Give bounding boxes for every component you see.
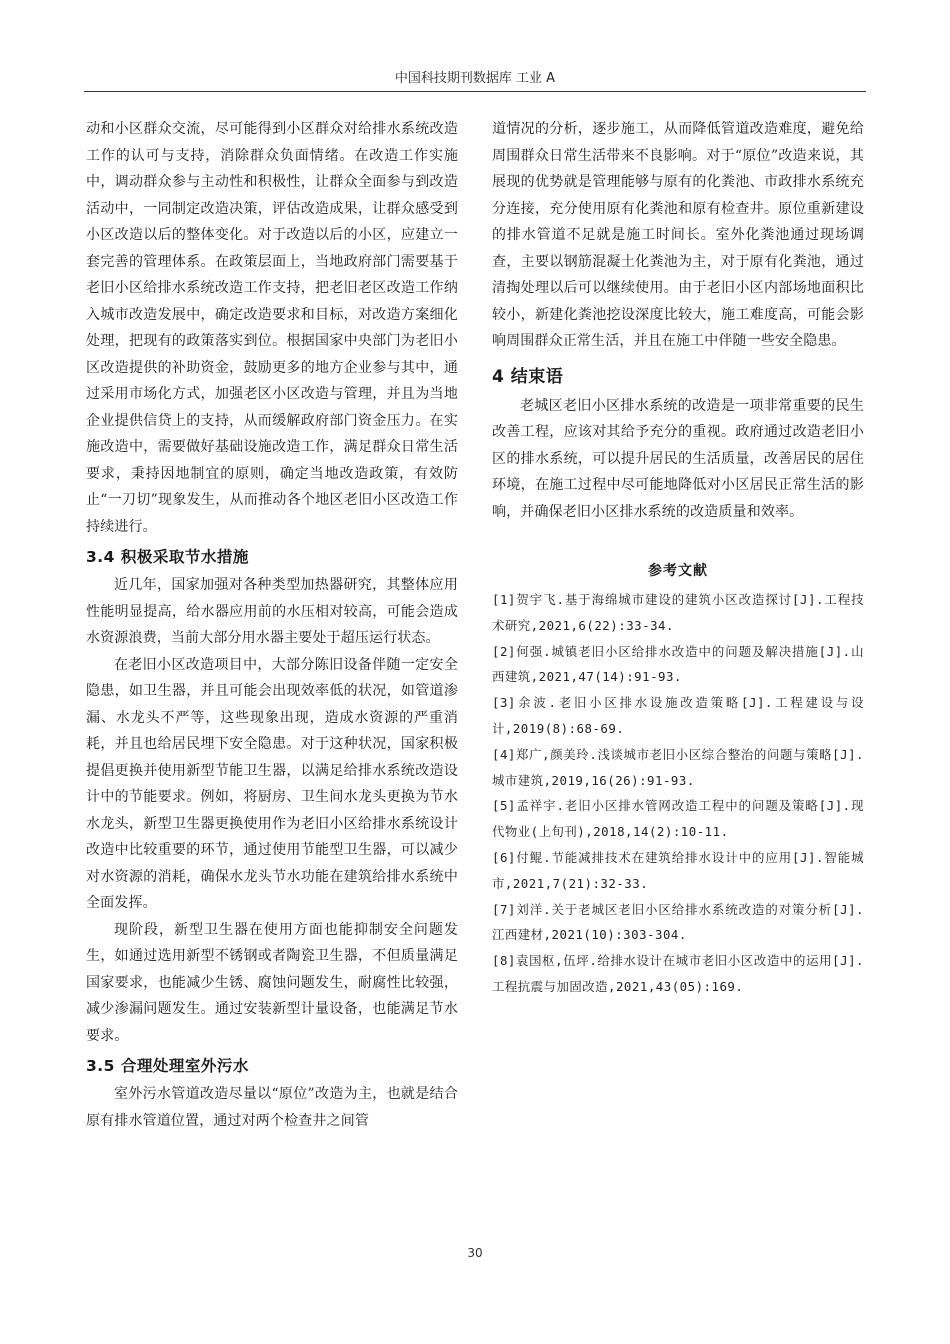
paragraph-continued: 道情况的分析，逐步施工，从而降低管道改造难度，避免给周围群众日常生活带来不良影响。对于“原位”改造来说，其展现的优势就是管理能够与原有的化粪池、市政排水系统充分连接，充分使用原有化粪池和原有检查井。原位重新建设的排水管道不足就是施工时间长。室外化粪池通过现场调查，主要以钢筋混凝土化粪池为主，对于原有化粪池，通过清掏处理以后可以继续使用。由于老旧小区内部场地面积比较小，新建化粪池挖设深度比较大，施工难度高，可能会影响周围群众正常生活，并且在施工中伴随一些安全隐患。	[492, 121, 864, 349]
header-rule	[84, 91, 866, 92]
paragraph: 在老旧小区改造项目中，大部分陈旧设备伴随一定安全隐患，如卫生器，并且可能会出现效率低的状况，如管道渗漏、水龙头不严等，这些现象出现，造成水资源的严重消耗，并且也给居民埋下安全隐患。对于这种状况，国家积极提倡更换并使用新型节能卫生器，以满足给排水系统改造设计中的节能要求。例如，将厨房、卫生间水龙头更换为节水水龙头，新型卫生器更换使用作为老旧小区给排水系统设计改造中比较重要的环节，通过使用节能型卫生器，可以减少对水资源的消耗，确保水龙头节水功能在建筑给排水系统中全面发挥。	[86, 656, 458, 911]
right-column	[492, 116, 864, 1000]
paragraph: 室外污水管道改造尽量以“原位”改造为主，也就是结合原有排水管道位置，通过对两个检查井之间管	[86, 1086, 458, 1129]
section-heading-3-5: 3.5 合理处理室外污水	[86, 1057, 249, 1075]
reference-item: [1]贺宇飞.基于海绵城市建设的建筑小区改造探讨[J].工程技术研究,2021,6(22):33-34.	[492, 592, 864, 633]
paragraph: 现阶段，新型卫生器在使用方面也能抑制安全问题发生，如通过选用新型不锈钢或者陶瓷卫生器，不但质量满足国家要求，也能减少生锈、腐蚀问题发生，耐腐性比较强，减少渗漏问题发生。通过安装新型计量设备，也能满足节水要求。	[86, 921, 458, 1044]
reference-item: [8]袁国枢,伍坪.给排水设计在城市老旧小区改造中的运用[J].工程抗震与加固改造,2021,43(05):169.	[492, 953, 864, 994]
page-number: 30	[467, 1246, 483, 1260]
reference-item: [6]付鲲.节能减排技术在建筑给排水设计中的应用[J].智能城市,2021,7(21):32-33.	[492, 849, 864, 891]
paragraph: 老城区老旧小区排水系统的改造是一项非常重要的民生改善工程，应该对其给予充分的重视。政府通过改造老旧小区的排水系统，可以提升居民的生活质量，改善居民的居住环境，在施工过程中尽可能地降低对小区居民正常生活的影响，并确保老旧小区排水系统的改造质量和效率。	[492, 397, 864, 520]
paragraph-continued: 动和小区群众交流，尽可能得到小区群众对给排水系统改造工作的认可与支持，消除群众负面情绪。在改造工作实施中，调动群众参与主动性和积极性，让群众全面参与到改造活动中，一同制定改造决策，评估改造成果，让群众感受到小区改造以后的整体变化。对于改造以后的小区，应建立一套完善的管理体系。在政策层面上，当地政府部门需要基于老旧小区给排水系统改造工作支持，把老旧老区改造工作纳入城市改造发展中，确定改造要求和目标，对改造方案细化处理，把现有的政策落实到位。根据国家中央部门为老旧小区改造提供的补助资金，鼓励更多的地方企业参与其中，通过采用市场化方式，加强老区小区改造与管理，并且为当地企业提供信贷上的支持，从而缓解政府部门资金压力。在实施改造中，需要做好基础设施改造工作，满足群众日常生活要求，秉持因地制宜的原则，确定当地改造政策，有效防止“一刀切”现象发生，从而推动各个地区老旧小区改造工作持续进行。	[86, 121, 458, 535]
running-header: 中国科技期刊数据库 工业 A	[394, 71, 556, 86]
references-title: 参考文献	[648, 563, 708, 579]
reference-item: [3]余波.老旧小区排水设施改造策略[J].工程建设与设计,2019(8):68-69.	[492, 695, 864, 736]
reference-item: [5]孟祥宇.老旧小区排水管网改造工程中的问题及策略[J].现代物业(上旬刊),2018,14(2):10-11.	[492, 798, 864, 840]
reference-item: [4]郑广,颜美玲.浅谈城市老旧小区综合整治的问题与策略[J].城市建筑,2019,16(26):91-93.	[492, 746, 864, 788]
section-heading-4: 4 结束语	[492, 366, 564, 387]
section-heading-3-4: 3.4 积极采取节水措施	[86, 548, 249, 566]
paragraph: 近几年，国家加强对各种类型加热器研究，其整体应用性能明显提高，给水器应用前的水压相对较高，可能会造成水资源浪费，当前大部分用水器主要处于超压运行状态。	[86, 577, 458, 646]
left-column	[86, 116, 458, 1134]
reference-item: [2]何强.城镇老旧小区给排水改造中的问题及解决措施[J].山西建筑,2021,47(14):91-93.	[492, 643, 864, 685]
reference-item: [7]刘洋.关于老城区老旧小区给排水系统改造的对策分析[J].江西建材,2021(10):303-304.	[492, 901, 864, 943]
